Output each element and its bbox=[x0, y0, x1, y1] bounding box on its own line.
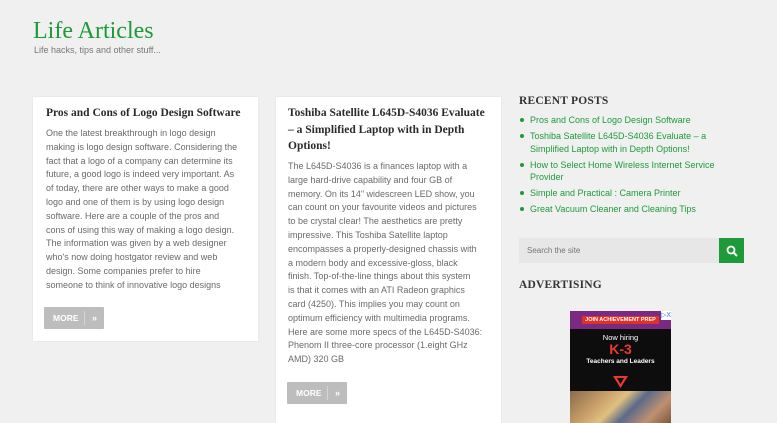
recent-post-line: How to Select Home Wireless Internet Service bbox=[530, 159, 715, 170]
post-title[interactable] bbox=[288, 105, 493, 155]
more-button[interactable] bbox=[44, 307, 104, 329]
excerpt-line: One the latest breakthrough in logo design bbox=[46, 128, 216, 138]
excerpt-line: who's now doing hostgator review and web bbox=[46, 252, 218, 263]
excerpt-line: encompasses a properly-designed chassis with bbox=[288, 243, 477, 254]
recent-post-line: Simplified Laptop with in Depth Options! bbox=[530, 143, 690, 154]
excerpt-line: can count on your favourite videos and pictures bbox=[288, 202, 477, 213]
excerpt-line: impressive. This Toshiba Satellite laptop bbox=[288, 229, 448, 240]
double-chevron-right-icon: » bbox=[91, 313, 97, 323]
advertisement[interactable] bbox=[570, 311, 671, 423]
excerpt-line: future, a good logo is indeed very important. As bbox=[46, 169, 235, 180]
more-button-label: MORE bbox=[296, 388, 322, 398]
excerpt-line: optimum efficiency with multimedia programs. bbox=[288, 312, 470, 323]
ad-line-2: K-3 bbox=[609, 341, 632, 357]
recent-post-line: Pros and Cons of Logo Design Software bbox=[530, 115, 691, 125]
recent-post-link[interactable] bbox=[519, 114, 749, 127]
excerpt-line: logo and one of them is by using logo design bbox=[46, 196, 225, 207]
excerpt-line: The information was given by a web designer bbox=[46, 238, 227, 249]
recent-post-line: Toshiba Satellite L645D-S4036 Evaluate – a bbox=[530, 131, 707, 141]
excerpt-line: to be crystal clear! The aesthetics are pretty bbox=[288, 216, 463, 227]
site-description: Life hacks, tips and other stuff... bbox=[34, 45, 161, 55]
ad-logo-icon bbox=[612, 373, 629, 390]
ad-badge: JOIN ACHIEVEMENT PREP bbox=[582, 316, 659, 324]
recent-post-line: Great Vacuum Cleaner and Cleaning Tips bbox=[530, 204, 696, 214]
search-input[interactable] bbox=[519, 238, 719, 263]
excerpt-line: making is logo design software. Considering the bbox=[46, 141, 238, 152]
post-excerpt bbox=[288, 160, 498, 367]
excerpt-line: software. Here are a couple of the pros and bbox=[46, 210, 220, 221]
recent-post-link[interactable] bbox=[519, 159, 749, 184]
recent-post-link[interactable] bbox=[519, 187, 749, 200]
excerpt-line: memory. On its 14" widescreen LED show, you bbox=[288, 188, 475, 199]
recent-posts-list bbox=[519, 114, 749, 219]
excerpt-line: is that it comes with an ATI Radeon graphics bbox=[288, 285, 465, 296]
excerpt-line: design. Some companies prefer to hire bbox=[46, 265, 201, 276]
post-title[interactable]: Pros and Cons of Logo Design Software bbox=[46, 107, 241, 119]
title-line: Toshiba Satellite L645D-S4036 Evaluate bbox=[288, 107, 485, 119]
excerpt-line: Here are some more specs of the L645D-S4036: bbox=[288, 326, 483, 337]
search-button[interactable] bbox=[719, 238, 744, 263]
ad-choices-icon[interactable]: ▷X bbox=[661, 312, 671, 319]
post-card-2 bbox=[276, 97, 501, 423]
double-chevron-right-icon: » bbox=[334, 388, 340, 398]
ad-line-3: Teachers and Leaders bbox=[586, 358, 655, 365]
title-line: – a Simplified Laptop with in Depth bbox=[288, 123, 465, 136]
excerpt-line: Phenom II three-core processor (1.eight GHz bbox=[288, 340, 468, 351]
excerpt-line: finish. Top-of-the-line things about this system bbox=[288, 271, 471, 282]
recent-posts-title: RECENT POSTS bbox=[519, 95, 609, 107]
excerpt-line: of today, there are other ways to make a good bbox=[46, 183, 229, 194]
excerpt-line: card (4250). This implies you may count on bbox=[288, 298, 460, 309]
ad-line-1: Now hiring bbox=[602, 333, 639, 342]
ad-photo bbox=[570, 391, 671, 423]
more-button-label: MORE bbox=[53, 313, 79, 323]
site-title[interactable]: Life Articles bbox=[33, 18, 154, 44]
advertising-title: ADVERTISING bbox=[519, 279, 602, 291]
recent-post-link[interactable] bbox=[519, 203, 749, 216]
recent-post-link[interactable] bbox=[519, 130, 749, 155]
excerpt-line: The L645D-S4036 is a finances laptop with a bbox=[288, 161, 468, 171]
excerpt-line: AMD) 320 GB bbox=[288, 354, 345, 365]
excerpt-line: cons of using this way of making a logo design. bbox=[46, 224, 235, 235]
post-excerpt bbox=[46, 127, 251, 293]
excerpt-line: large hard-drive capability and four GB of bbox=[288, 174, 453, 185]
excerpt-line: fact that a logo of a company can determine its bbox=[46, 155, 233, 166]
recent-post-line: Simple and Practical : Camera Printer bbox=[530, 188, 681, 198]
excerpt-line: someone to think of innovative logo designs bbox=[46, 279, 221, 290]
recent-post-line: Provider bbox=[530, 172, 564, 182]
title-line: Options! bbox=[288, 140, 331, 152]
post-card-1 bbox=[33, 97, 258, 341]
more-button[interactable] bbox=[287, 382, 347, 404]
excerpt-line: a modern body and excessive-gloss, black bbox=[288, 257, 458, 268]
search-icon bbox=[726, 245, 738, 257]
